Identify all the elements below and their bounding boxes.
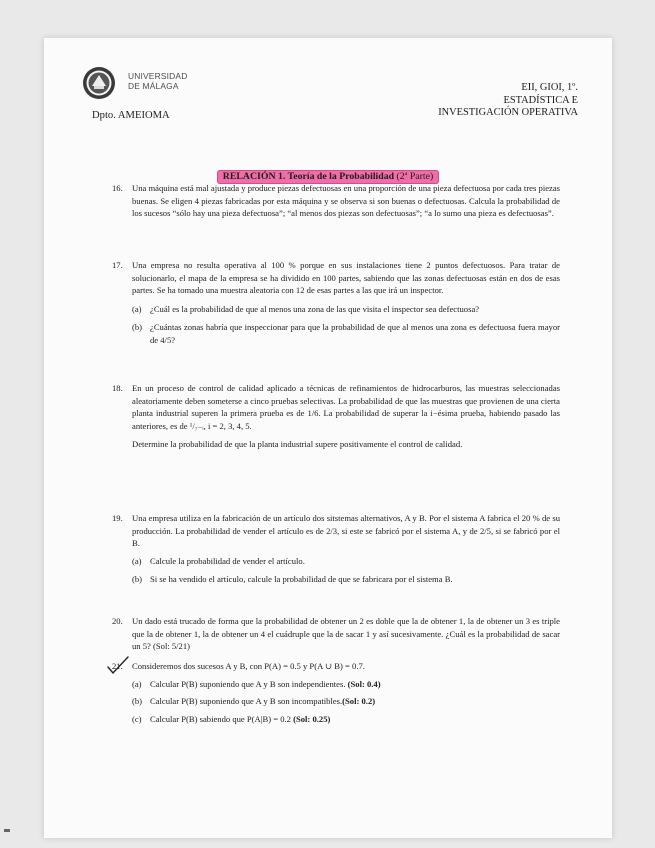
course-line2: ESTADÍSTICA E: [503, 94, 578, 106]
subitem-solution: (Sol: 0.25): [293, 713, 331, 724]
handwritten-check-mark-icon: [106, 656, 132, 676]
sheet-title-main: RELACIÓN 1. Teoría de la Probabilidad: [222, 171, 395, 182]
university-name-line2: DE MÁLAGA: [128, 80, 179, 91]
problem-subitem: [132, 695, 560, 708]
course-info: [438, 82, 578, 120]
scan-mark: [4, 829, 10, 832]
subitem-solution: (Sol: 0.2): [342, 696, 376, 707]
problem-text: En un proceso de control de calidad aplicado a técnicas de refinamientos de hidrocarburos, las muestras seleccionadas aleatoriamente deben someterse a cinco pruebas selectivas. La probabilidad de que las muestras que provienen de una cierta planta industrial superen la primera prueba es de 1/6. La probabilidad de superar la i−ésima prueba, habiendo pasado las anteriores, es de ¹/₇₋ᵢ, i = 2, 3, 4, 5.: [132, 383, 560, 431]
subitem-label: (b): [132, 322, 143, 333]
subitem-text: Si se ha vendido el artículo, calcule la probabilidad de que se fabricara por el sistema B.: [150, 574, 453, 585]
problem-18: [112, 382, 560, 451]
university-name-line1: UNIVERSIDAD: [128, 71, 188, 81]
problem-text-continued: Determine la probabilidad de que la planta industrial supere positivamente el control de calidad.: [132, 439, 463, 450]
subitem-solution: (Sol: 0.4): [347, 678, 381, 689]
subitem-label: (a): [132, 678, 142, 689]
subitem-text: Calcular P(B) suponiendo que A y B son incompatibles.: [150, 696, 343, 707]
subitem-label: (a): [132, 303, 142, 314]
problem-text: Una empresa no resulta operativa al 100 % porque en sus instalaciones tiene 2 puntos defectuosos. Para tratar de solucionarlo, el mapa de la empresa se ha dividido en 100 partes, sabiendo que las zonas defectuosas están en dos de esas partes. Se ha tomado una muestra aleatoria con 12 de esas partes a las que irá un inspector.: [132, 260, 560, 296]
problem-number: 17.: [112, 260, 123, 270]
subitem-text: Calcular P(B) suponiendo que A y B son independientes.: [150, 678, 346, 689]
problem-number: 20.: [112, 616, 123, 626]
subitem-label: (b): [132, 574, 143, 585]
problem-subitem: [132, 321, 560, 346]
subitem-label: (b): [132, 696, 143, 707]
document-page: [44, 38, 612, 838]
subitem-text: ¿Cuántas zonas habría que inspeccionar para que la probabilidad de que al menos una zona es defectuosa fuera mayor de 4/5?: [150, 322, 560, 345]
problem-text: Una máquina está mal ajustada y produce piezas defectuosas en una proporción de una pieza defectuosa por cada tres piezas buenas. Se eligen 4 piezas fabricadas por esta máquina y se observa si son buenas o defectuosas. Calcula la probabilidad de los sucesos “sólo hay una pieza defectuosa”; “al menos dos piezas son defectuosas”; “a lo sumo una pieza es defectuosas”.: [132, 183, 560, 219]
problem-subitem: [132, 573, 560, 586]
problem-20: [112, 615, 560, 653]
subitem-text: ¿Cuál es la probabilidad de que al menos una zona de las que visita el inspector sea defectuosa?: [150, 303, 480, 314]
problem-subitem: [132, 713, 560, 726]
problem-subitem: [132, 555, 560, 568]
subitem-label: (c): [132, 713, 142, 724]
problem-number: 18.: [112, 383, 123, 393]
problem-text: Una empresa utiliza en la fabricación de un artículo dos sitstemas alternativos, A y B. Por el sistema A fabrica el 20 % de su producción. La probabilidad de vender el artículo es de 2/3, si este se fabricó por el sistema A, y de 2/5, si se fabricó por el B.: [132, 513, 560, 549]
problem-subitem: [132, 678, 560, 691]
problem-text: Consideremos dos sucesos A y B, con P(A) = 0.5 y P(A ∪ B) = 0.7.: [132, 661, 365, 671]
course-line3: INVESTIGACIÓN OPERATIVA: [438, 107, 578, 119]
problem-16: [112, 182, 560, 220]
sheet-title-part: (2ª Parte): [396, 171, 434, 182]
problem-subitem: [132, 303, 560, 316]
subitem-text: Calcule la probabilidad de vender el artículo.: [150, 555, 305, 566]
problem-21: [112, 660, 560, 725]
university-name: [128, 72, 187, 91]
problem-number: 16.: [112, 183, 123, 193]
problem-number: 19.: [112, 513, 123, 523]
problem-text: Un dado está trucado de forma que la probabilidad de obtener un 2 es doble que la de obtener 1, la de obtener un 3 es triple que la de obtener 1, la de obtener un 4 el cuádruple que la de sacar 1 y así sucesivamente. ¿Cuál es la probabilidad de sacar un 5? (Sol: 5/21): [132, 616, 560, 652]
subitem-label: (a): [132, 555, 142, 566]
university-seal-logo: [82, 66, 116, 100]
problem-19: [112, 512, 560, 586]
subitem-text: Calcular P(B) sabiendo que P(A|B) = 0.2: [150, 713, 291, 724]
department-name: Dpto. AMEIOMA: [92, 110, 170, 121]
problem-number: 21.: [112, 661, 123, 671]
course-line1: EII, GIOI, 1º.: [521, 82, 578, 93]
problem-17: [112, 259, 560, 347]
